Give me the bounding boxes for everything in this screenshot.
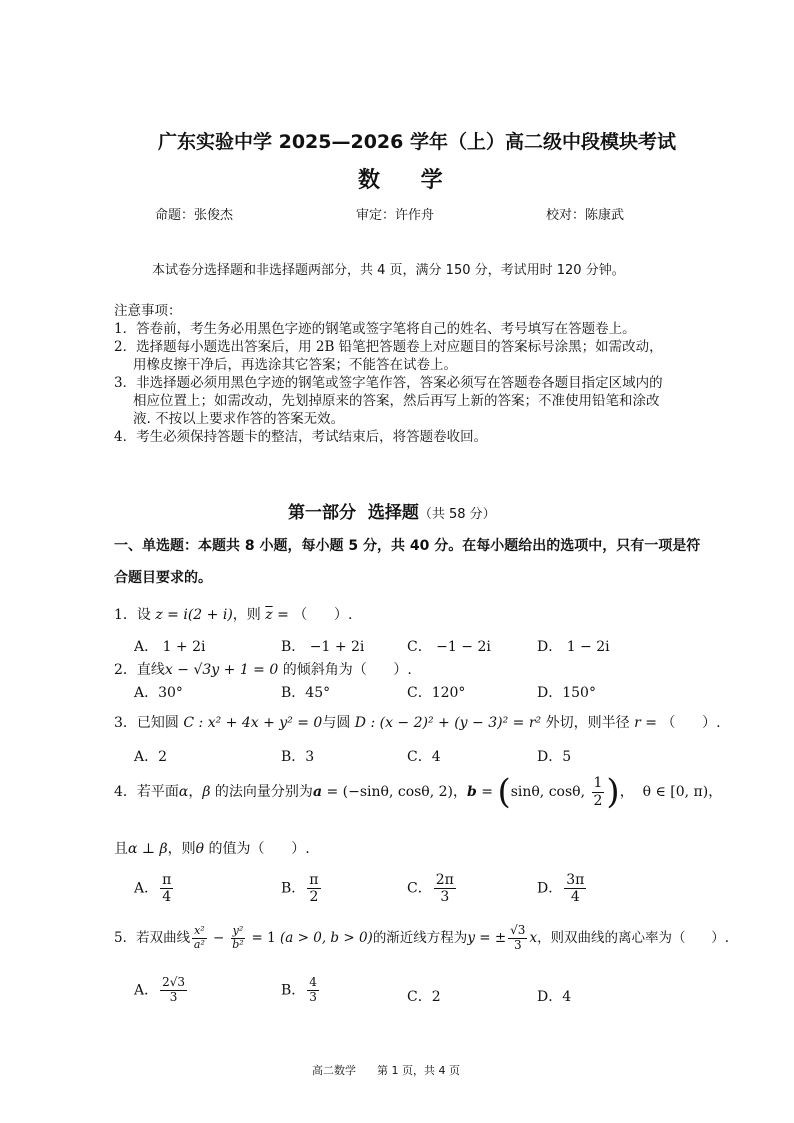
- q5-sqrt3: √3: [510, 923, 526, 937]
- q4-beta: β: [202, 784, 211, 800]
- question-2: [114, 659, 412, 679]
- right-paren-icon: ): [606, 772, 620, 812]
- q4-option-c-den: 3: [440, 889, 450, 906]
- q3-option-c[interactable]: C．4: [407, 749, 441, 765]
- section-title: [288, 498, 496, 523]
- q4-option-a-label: A．: [134, 880, 159, 897]
- q4-cond-a: 且: [114, 841, 128, 857]
- q4-eq: =: [476, 784, 498, 800]
- question-3: [114, 712, 721, 732]
- subject-title: 数 学: [358, 168, 445, 193]
- q5-three: 3: [513, 937, 522, 952]
- q4-cond-math: α ⊥ β: [128, 841, 168, 857]
- q4-vector-a: a: [312, 784, 323, 800]
- q1-option-b-value: −1 + 2i: [309, 639, 365, 655]
- q4-option-c-fraction: [434, 872, 456, 905]
- q3-circle-d: D : (x − 2)² + (y − 3)² = r²: [354, 715, 542, 731]
- q5-option-b-num: 4: [309, 975, 317, 989]
- note-item: 3．非选择题必须用黑色字迹的钢笔或签字笔作答，答案必须写在答题卷各题目指定区域内的: [114, 375, 663, 391]
- note-item: 液. 不按以上要求作答的答案无效。: [133, 411, 345, 427]
- q4-cond-b: ，则: [167, 841, 196, 857]
- q4-theta: θ: [195, 841, 205, 857]
- note-item: 2．选择题每小题选出答案后，用 2B 铅笔把答题卷上对应题目的答案标号涂黑；如需改动，: [114, 339, 663, 355]
- q4-vector-b-value: sinθ, cosθ,: [510, 784, 590, 800]
- q4-half-fraction: [592, 775, 605, 808]
- section-title-text: 第一部分 选择题: [288, 503, 419, 523]
- q5-minus: −: [208, 929, 229, 946]
- q1-stem-b: ，则: [232, 607, 266, 623]
- q4-stem: 4．若平面: [114, 784, 179, 800]
- q5-option-a-num: 2√3: [162, 975, 186, 989]
- q5-eq1: = 1: [247, 929, 276, 946]
- q5-option-b-den: 3: [309, 989, 317, 1004]
- q1-option-c[interactable]: [407, 636, 491, 656]
- q4-option-b-num: π: [309, 872, 319, 888]
- notes-heading: 注意事项：: [114, 303, 182, 319]
- q4-half-den: 2: [593, 792, 603, 809]
- q5-condition: (a > 0, b > 0): [280, 929, 373, 946]
- q4-vector-a-value: = (−sinθ, cosθ, 2): [322, 784, 453, 800]
- q1-option-b[interactable]: [281, 636, 364, 656]
- q4-option-d-label: D．: [537, 880, 563, 897]
- q4-comma: ，: [453, 784, 467, 800]
- q4-option-a-num: π: [162, 872, 172, 888]
- q4-option-b-den: 2: [309, 889, 319, 906]
- q5-option-c[interactable]: C．2: [407, 989, 441, 1005]
- q1-option-a-value: 1 + 2i: [162, 639, 206, 655]
- q3-option-b[interactable]: B．3: [281, 749, 315, 765]
- q3-circle-c: C : x² + 4x + y² = 0: [183, 715, 323, 731]
- q4-option-c-num: 2π: [435, 872, 454, 888]
- q4-stem-b: 的法向量分别为: [210, 784, 313, 800]
- q1-option-d-value: 1 − 2i: [566, 639, 610, 655]
- q5-option-b-fraction: [307, 976, 319, 1005]
- note-item: 4．考生必须保持答题卡的整洁，考试结束后，将答题卷收回。: [114, 429, 488, 445]
- q5-y-fraction: [231, 925, 246, 951]
- q5-asym-fraction: [508, 924, 527, 953]
- q5-a2: a²: [193, 937, 205, 951]
- note-item: 用橡皮擦干净后，再选涂其它答案；不能答在试卷上。: [133, 357, 457, 373]
- q4-sep: ，: [188, 784, 203, 800]
- q3-option-a[interactable]: A．2: [134, 749, 168, 765]
- q5-option-a-label: A．: [134, 982, 159, 999]
- q1-stem: 1．设: [114, 607, 156, 623]
- q5-stem-c: ，则双曲线的离心率为（ ）.: [537, 929, 730, 946]
- q2-option-b[interactable]: B．45°: [281, 685, 331, 701]
- section-score: （共 58 分）: [418, 507, 496, 522]
- q1-option-a-label: A．: [134, 639, 159, 655]
- q5-option-b[interactable]: [281, 976, 321, 1005]
- q4-option-a-den: 4: [162, 889, 172, 906]
- q5-x2: x²: [194, 924, 205, 938]
- note-item: 1．答卷前，考生务必用黑色字迹的钢笔或签字笔将自己的姓名、考号填写在答题卷上。: [114, 321, 636, 337]
- q4-cond-c: 的值为（ ）.: [204, 841, 310, 857]
- question-4: [114, 772, 722, 812]
- q5-asymptote: y = ±: [467, 929, 507, 946]
- q4-option-a[interactable]: [134, 872, 175, 905]
- q5-option-a-den: 3: [169, 989, 178, 1004]
- q2-option-c[interactable]: C．120°: [407, 685, 466, 701]
- exam-intro: 本试卷分选择题和非选择题两部分，共 4 页，满分 150 分，考试用时 120 分钟。: [152, 263, 625, 278]
- q3-stem-b: 与圆: [322, 715, 355, 731]
- q2-option-a[interactable]: A．30°: [134, 685, 183, 701]
- q1-option-c-label: C．: [407, 639, 432, 655]
- q5-x-fraction: [192, 925, 207, 951]
- q4-option-b-fraction: [307, 872, 320, 905]
- q4-half-num: 1: [593, 775, 603, 792]
- q4-option-a-fraction: [160, 872, 173, 905]
- q3-stem-c: 外切，则半径: [541, 715, 635, 731]
- question-5: [114, 924, 729, 953]
- q5-option-d[interactable]: D．4: [537, 989, 572, 1005]
- q3-stem-d: （ ）.: [656, 715, 721, 731]
- q5-stem: 5．若双曲线: [114, 929, 191, 946]
- q4-theta-range: ， θ ∈ [0, π)，: [619, 784, 723, 800]
- q2-stem-b: 的倾斜角为（ ）.: [278, 662, 412, 678]
- q4-option-c[interactable]: [407, 872, 458, 905]
- q5-x: x: [529, 929, 538, 946]
- q4-option-d-num: 3π: [566, 872, 585, 888]
- q3-stem: 3．已知圆: [114, 715, 184, 731]
- q4-option-b[interactable]: [281, 872, 323, 905]
- q5-b2: b²: [232, 937, 244, 951]
- q3-radius: r =: [634, 715, 657, 731]
- q5-y2: y²: [232, 924, 244, 938]
- q4-vector-b: b: [467, 784, 477, 800]
- q5-option-a-fraction: [160, 976, 187, 1005]
- q1-option-c-value: −1 − 2i: [436, 639, 491, 655]
- q2-stem: 2．直线: [114, 662, 165, 678]
- q4-alpha: α: [178, 784, 189, 800]
- proofreader: 校对：陈康武: [546, 208, 625, 223]
- q3-option-d[interactable]: D．5: [537, 749, 572, 765]
- q4-option-c-label: C．: [407, 880, 432, 897]
- q1-zbar: $\overline{z}$: [265, 607, 273, 623]
- q4-option-d-fraction: [564, 872, 586, 905]
- left-paren-icon: (: [497, 772, 511, 812]
- q2-math: x − √3y + 1 = 0: [164, 662, 279, 678]
- question-1: [114, 604, 352, 624]
- q1-option-b-label: B．: [281, 639, 306, 655]
- section-instruction-cont: 合题目要求的。: [114, 570, 212, 586]
- page-footer: 高二数学 第 1 页，共 4 页: [312, 1064, 460, 1077]
- q4-option-d[interactable]: [537, 872, 588, 905]
- q1-option-d[interactable]: [537, 636, 610, 656]
- q1-option-d-label: D．: [537, 639, 563, 655]
- q4-option-d-den: 4: [570, 889, 580, 906]
- section-instruction: 一、单选题：本题共 8 小题，每小题 5 分，共 40 分。在每小题给出的选项中，只有一项是符: [114, 538, 701, 554]
- q2-option-d[interactable]: D．150°: [537, 685, 596, 701]
- reviewer: 审定：许作舟: [356, 208, 435, 223]
- q1-math: z = i(2 + i): [155, 607, 233, 623]
- q5-option-a[interactable]: [134, 976, 189, 1005]
- q5-option-b-label: B．: [281, 982, 306, 999]
- q5-stem-b: 的渐近线方程为: [372, 929, 468, 946]
- q4-condition: [114, 838, 310, 858]
- proposer: 命题：张俊杰: [155, 208, 234, 223]
- q1-stem-c: = （ ）.: [272, 607, 353, 623]
- note-item: 相应位置上；如需改动，先划掉原来的答案，然后再写上新的答案；不准使用铅笔和涂改: [133, 393, 660, 409]
- exam-title: 广东实验中学 2025—2026 学年（上）高二级中段模块考试: [158, 131, 676, 153]
- q1-option-a[interactable]: [134, 636, 206, 656]
- q4-option-b-label: B．: [281, 880, 306, 897]
